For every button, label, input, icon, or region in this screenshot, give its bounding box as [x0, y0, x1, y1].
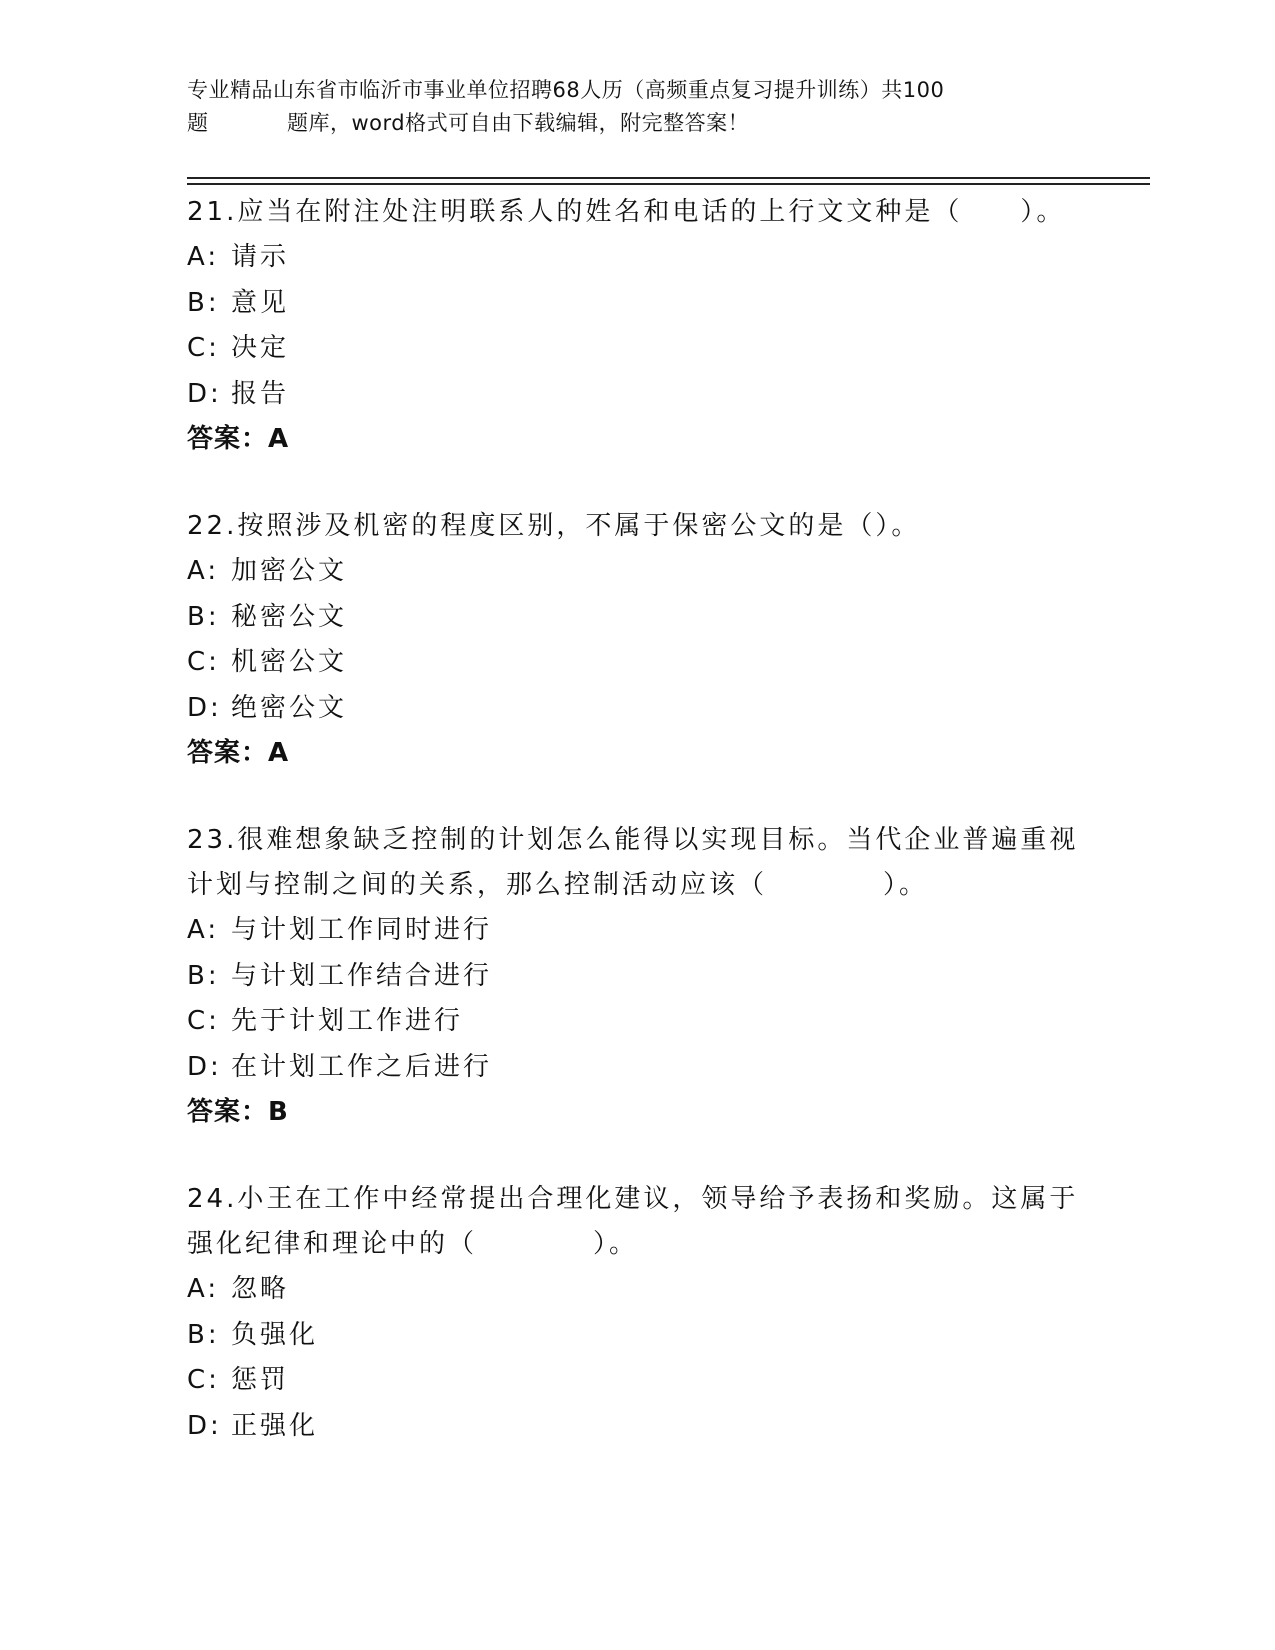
question-item [187, 818, 1087, 1135]
question-item [187, 190, 1087, 462]
option-a [187, 549, 1087, 595]
question-item [187, 504, 1087, 776]
option-letter: A: [187, 556, 220, 586]
option-letter: B: [187, 601, 220, 632]
option-text: 先于计划工作进行 [231, 1006, 464, 1036]
option-text: 与计划工作结合进行 [231, 960, 493, 991]
header-title-line2 [187, 107, 1067, 140]
option-text: 绝密公文 [231, 692, 348, 723]
option-d [187, 686, 1087, 732]
option-text: 决定 [231, 333, 290, 363]
option-letter: B: [187, 1319, 220, 1350]
question-stem: 24.小王在工作中经常提出合理化建议，领导给予表扬和奖励。这属于强化纪律和理论中的（ ）。 [187, 1184, 1079, 1259]
question-stem: 21.应当在附注处注明联系人的姓名和电话的上行文文种是（ ）。 [187, 197, 1066, 227]
answer-label: 答案：B [187, 1097, 289, 1127]
header-divider-top [187, 177, 1150, 179]
option-text: 秘密公文 [231, 601, 348, 632]
option-text: 请示 [231, 242, 290, 272]
option-d [187, 1045, 1087, 1091]
option-letter: D: [187, 378, 222, 409]
option-c [187, 640, 1087, 686]
option-b [187, 595, 1087, 641]
option-a [187, 235, 1087, 281]
header-title-line2-right: 题库，word格式可自由下载编辑，附完整答案！ [287, 111, 750, 135]
option-text: 机密公文 [231, 647, 348, 677]
option-letter: A: [187, 1274, 220, 1304]
question-list [187, 190, 1087, 1449]
option-b [187, 1313, 1087, 1359]
option-text: 意见 [231, 287, 290, 318]
option-letter: A: [187, 242, 220, 272]
question-spacer [187, 776, 1087, 818]
question-item [187, 1177, 1087, 1449]
question-spacer [187, 462, 1087, 504]
option-text: 惩罚 [231, 1365, 290, 1395]
option-b [187, 281, 1087, 327]
option-letter: D: [187, 692, 222, 723]
question-stem: 22.按照涉及机密的程度区别，不属于保密公文的是（）。 [187, 511, 921, 541]
question-stem: 23.很难想象缺乏控制的计划怎么能得以实现目标。当代企业普遍重视计划与控制之间的关系，那么控制活动应该（ ）。 [187, 825, 1079, 900]
answer-label: 答案：A [187, 424, 290, 454]
header-title-line2-left: 题 [187, 111, 209, 135]
option-letter: D: [187, 1051, 222, 1082]
option-d [187, 372, 1087, 418]
option-letter: D: [187, 1410, 222, 1441]
option-letter: B: [187, 287, 220, 318]
option-text: 忽略 [231, 1274, 290, 1304]
option-a [187, 1267, 1087, 1313]
question-spacer [187, 1135, 1087, 1177]
option-text: 与计划工作同时进行 [231, 915, 493, 945]
option-c [187, 1358, 1087, 1404]
option-letter: C: [187, 1365, 220, 1395]
option-text: 负强化 [231, 1319, 319, 1350]
option-c [187, 999, 1087, 1045]
option-text: 在计划工作之后进行 [231, 1051, 493, 1082]
document-header [187, 74, 1067, 140]
option-text: 加密公文 [231, 556, 348, 586]
option-c [187, 326, 1087, 372]
option-b [187, 954, 1087, 1000]
header-title-line1: 专业精品山东省市临沂市事业单位招聘68人历（高频重点复习提升训练）共100 [187, 78, 945, 102]
option-letter: C: [187, 333, 220, 363]
option-text: 正强化 [231, 1410, 319, 1441]
option-letter: B: [187, 960, 220, 991]
option-letter: A: [187, 915, 220, 945]
option-d [187, 1404, 1087, 1450]
option-letter: C: [187, 1006, 220, 1036]
answer-label: 答案：A [187, 738, 290, 768]
option-a [187, 908, 1087, 954]
header-divider-bottom [187, 183, 1150, 185]
option-text: 报告 [231, 378, 290, 409]
option-letter: C: [187, 647, 220, 677]
